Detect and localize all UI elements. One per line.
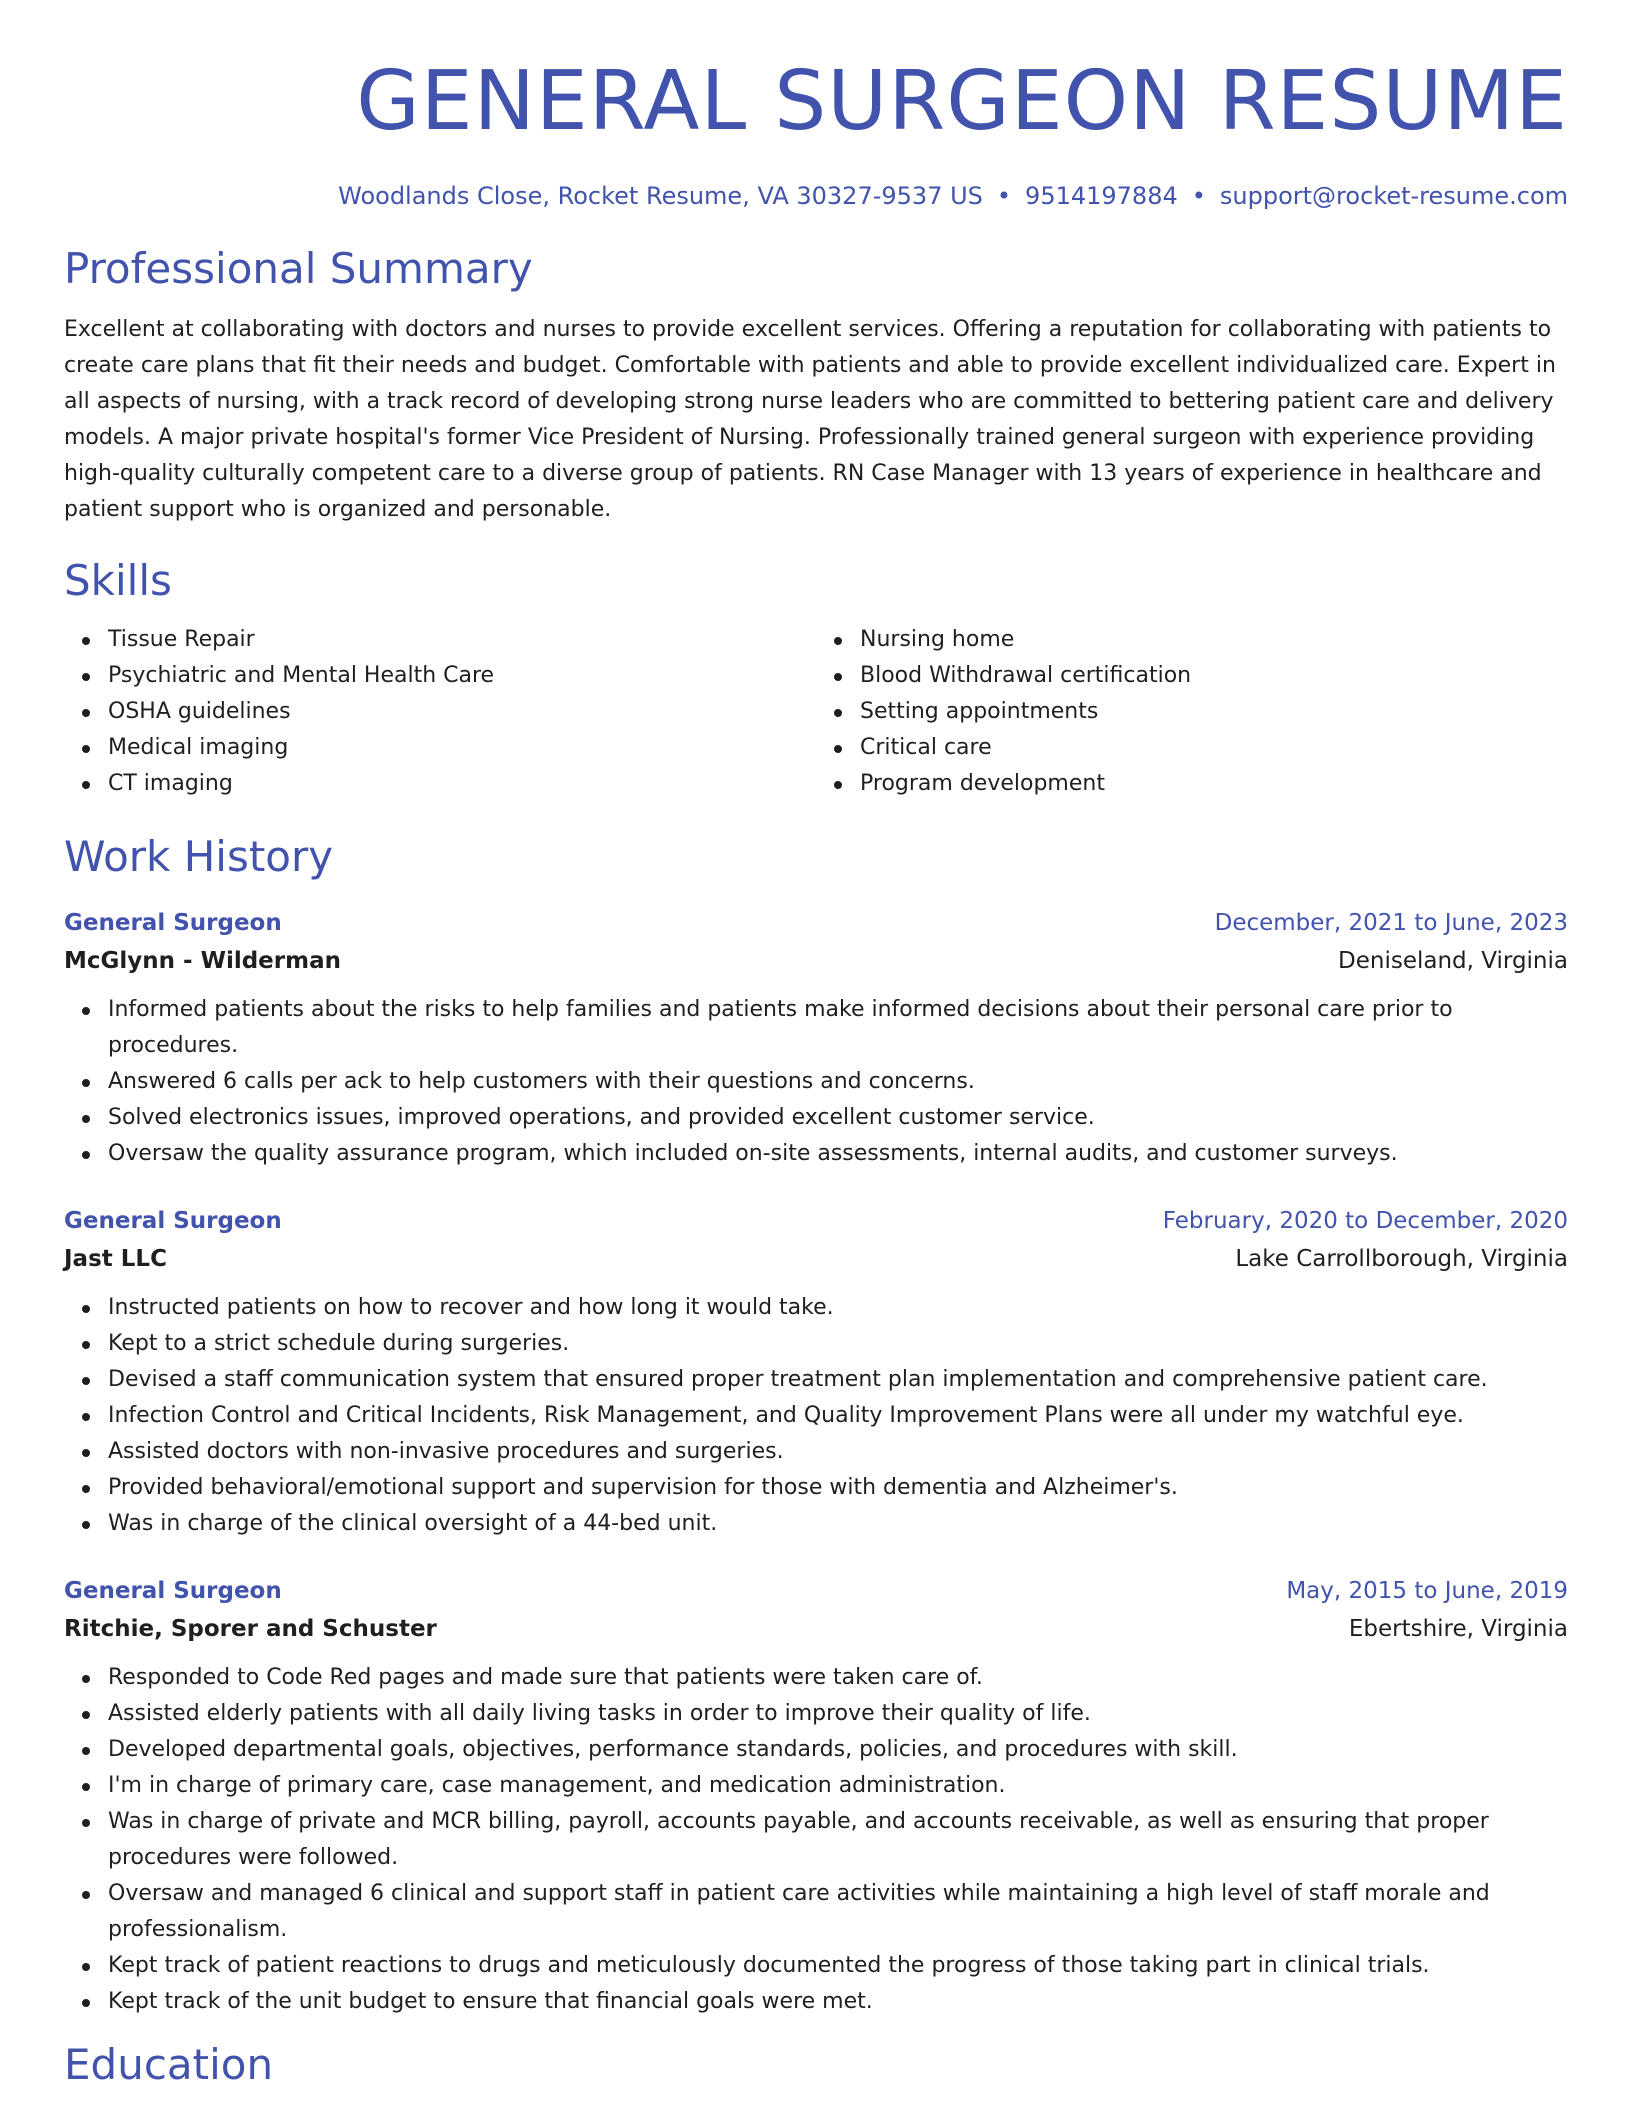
skill-item: Critical care [860, 730, 1568, 766]
job-bullet: Kept track of patient reactions to drugs and meticulously documented the progress of those taking part in clinical trials. [108, 1948, 1568, 1984]
skill-item: Program development [860, 766, 1568, 802]
job-bullets [64, 1660, 1568, 2020]
skill-item: Tissue Repair [108, 622, 816, 658]
skill-item: Blood Withdrawal certification [860, 658, 1568, 694]
job-dates: December, 2021 to June, 2023 [1214, 910, 1568, 936]
job-entry [64, 1572, 1568, 2020]
job-bullet: Assisted doctors with non-invasive procedures and surgeries. [108, 1434, 1568, 1470]
job-company-row [64, 1610, 1568, 1648]
skills-column-right [816, 622, 1568, 802]
job-company: Ritchie, Sporer and Schuster [64, 1616, 437, 1642]
job-title: General Surgeon [64, 910, 282, 936]
work-history-heading: Work History [64, 832, 334, 881]
job-bullet: Instructed patients on how to recover and how long it would take. [108, 1290, 1568, 1326]
job-bullet: Developed departmental goals, objectives, performance standards, policies, and procedures with skill. [108, 1732, 1568, 1768]
skill-item: OSHA guidelines [108, 694, 816, 730]
job-company: McGlynn - Wilderman [64, 948, 341, 974]
job-bullet: Was in charge of the clinical oversight of a 44-bed unit. [108, 1506, 1568, 1542]
education-heading: Education [64, 2040, 274, 2089]
job-bullet: Kept to a strict schedule during surgeries. [108, 1326, 1568, 1362]
resume-page [64, 0, 1568, 2092]
job-location: Lake Carrollborough, Virginia [1235, 1246, 1568, 1272]
skill-item: Medical imaging [108, 730, 816, 766]
skills-heading: Skills [64, 556, 172, 605]
job-bullet: Informed patients about the risks to help families and patients make informed decisions about their personal care prior to procedures. [108, 992, 1568, 1064]
job-bullet: Answered 6 calls per ack to help customers with their questions and concerns. [108, 1064, 1568, 1100]
job-bullet: Solved electronics issues, improved operations, and provided excellent customer service. [108, 1100, 1568, 1136]
job-bullet: Oversaw and managed 6 clinical and support staff in patient care activities while maintaining a high level of staff morale and professionalism. [108, 1876, 1568, 1948]
resume-title: GENERAL SURGEON RESUME [356, 54, 1568, 149]
job-company: Jast LLC [64, 1246, 167, 1272]
job-bullet: Responded to Code Red pages and made sure that patients were taken care of. [108, 1660, 1568, 1696]
job-title: General Surgeon [64, 1208, 282, 1234]
summary-text: Excellent at collaborating with doctors and nurses to provide excellent services. Offering a reputation for collaborating with patients to create care plans that fit their needs and budget. Comfortable with patients and able to provide excellent individualized care. Expert in all aspects of nursing, with a track record of developing strong nurse leaders who are committed to bettering patient care and delivery models. A major private hospital's former Vice President of Nursing. Professionally trained general surgeon with experience providing high-quality culturally competent care to a diverse group of patients. RN Case Manager with 13 years of experience in healthcare and patient support who is organized and personable. [64, 317, 1556, 522]
contact-line [64, 180, 1568, 212]
contact-separator: • [1191, 182, 1206, 210]
job-header-row [64, 1202, 1568, 1240]
job-company-row [64, 942, 1568, 980]
job-header-row [64, 1572, 1568, 1610]
skill-item: CT imaging [108, 766, 816, 802]
job-bullet: Was in charge of private and MCR billing, payroll, accounts payable, and accounts receivable, as well as ensuring that proper procedures were followed. [108, 1804, 1568, 1876]
summary-heading: Professional Summary [64, 244, 533, 293]
job-bullets [64, 992, 1568, 1172]
job-dates: February, 2020 to December, 2020 [1162, 1208, 1568, 1234]
contact-separator: • [996, 182, 1012, 210]
job-bullet: I'm in charge of primary care, case management, and medication administration. [108, 1768, 1568, 1804]
skill-item: Setting appointments [860, 694, 1568, 730]
job-bullet: Oversaw the quality assurance program, which included on-site assessments, internal audits, and customer surveys. [108, 1136, 1568, 1172]
contact-email: support@rocket-resume.com [1219, 182, 1568, 210]
job-entry [64, 904, 1568, 1172]
job-header-row [64, 904, 1568, 942]
job-company-row [64, 1240, 1568, 1278]
job-title: General Surgeon [64, 1578, 282, 1604]
job-bullet: Infection Control and Critical Incidents, Risk Management, and Quality Improvement Plans were all under my watchful eye. [108, 1398, 1568, 1434]
skills-column-left [64, 622, 816, 802]
contact-address: Woodlands Close, Rocket Resume, VA 30327-9537 US [338, 182, 983, 210]
skills-list [64, 622, 1568, 802]
job-bullet: Kept track of the unit budget to ensure that financial goals were met. [108, 1984, 1568, 2020]
skill-item: Nursing home [860, 622, 1568, 658]
job-bullet: Assisted elderly patients with all daily living tasks in order to improve their quality of life. [108, 1696, 1568, 1732]
skill-item: Psychiatric and Mental Health Care [108, 658, 816, 694]
job-location: Ebertshire, Virginia [1348, 1616, 1568, 1642]
job-bullets [64, 1290, 1568, 1542]
job-bullet: Devised a staff communication system that ensured proper treatment plan implementation and comprehensive patient care. [108, 1362, 1568, 1398]
contact-phone: 9514197884 [1025, 182, 1178, 210]
job-location: Deniseland, Virginia [1338, 948, 1568, 974]
job-entry [64, 1202, 1568, 1542]
job-dates: May, 2015 to June, 2019 [1286, 1578, 1568, 1604]
job-bullet: Provided behavioral/emotional support and supervision for those with dementia and Alzheimer's. [108, 1470, 1568, 1506]
